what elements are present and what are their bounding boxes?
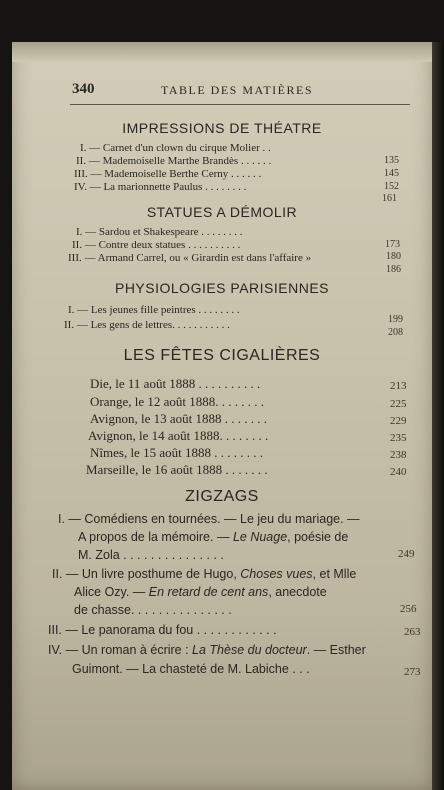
toc-page: 263 (404, 626, 421, 638)
book-page (12, 42, 432, 790)
toc-page: 135 (384, 155, 399, 166)
running-head: TABLE DES MATIÈRES (160, 83, 314, 97)
toc-entry: I. — Sardou et Shakespeare . . . . . . . . (76, 226, 243, 238)
toc-entry: Alice Ozy. — En retard de cent ans, anecdote (74, 585, 327, 599)
toc-entry: Nîmes, le 15 août 1888 . . . . . . . . (90, 445, 263, 460)
toc-entry: IV. — Un roman à écrire : La Thèse du docteur. — Esther (48, 643, 366, 657)
toc-page: 173 (385, 239, 400, 250)
toc-entry: I. — Comédiens en tournées. — Le jeu du mariage. — (58, 512, 360, 526)
toc-page: 273 (404, 666, 421, 678)
toc-entry: Guimont. — La chasteté de M. Labiche . . . (72, 662, 310, 676)
toc-entry: II. — Mademoiselle Marthe Brandès . . . . . . (76, 155, 272, 167)
section-title: STATUES A DÉMOLIR (146, 204, 298, 220)
page-top-edge (12, 42, 432, 62)
toc-entry: de chasse. . . . . . . . . . . . . . . (74, 603, 232, 617)
section-title: PHYSIOLOGIES PARISIENNES (114, 280, 330, 296)
header-rule (70, 104, 410, 105)
toc-entry: IV. — La marionnette Paulus . . . . . . . . (74, 181, 247, 193)
page-number: 340 (72, 81, 95, 97)
toc-entry: Marseille, le 16 août 1888 . . . . . . . (86, 462, 268, 477)
toc-entry: III. — Mademoiselle Berthe Cerny . . . . . . (74, 168, 262, 180)
toc-page: 240 (390, 466, 407, 478)
toc-page: 186 (386, 264, 401, 275)
toc-page: 145 (384, 168, 399, 179)
section-title: ZIGZAGS (185, 488, 259, 505)
toc-page: 249 (398, 548, 415, 560)
toc-entry: Avignon, le 14 août 1888. . . . . . . . (88, 428, 269, 443)
toc-page: 180 (386, 251, 401, 262)
toc-entry: I. — Les jeunes fille peintres . . . . . . . . (68, 304, 240, 316)
toc-entry: II. — Les gens de lettres. . . . . . . . . . . (64, 319, 230, 331)
toc-page: 235 (390, 432, 407, 444)
toc-entry: Die, le 11 août 1888 . . . . . . . . . . (90, 376, 261, 391)
toc-page: 256 (400, 603, 417, 615)
toc-page: 229 (390, 415, 407, 427)
toc-entry: II. — Un livre posthume de Hugo, Choses vues, et Mlle (52, 567, 357, 581)
toc-entry: III. — Armand Carrel, ou « Girardin est dans l'affaire » (68, 252, 312, 264)
toc-entry: II. — Contre deux statues . . . . . . . . . . (72, 239, 241, 251)
toc-page: 199 (388, 314, 403, 325)
toc-entry: A propos de la mémoire. — Le Nuage, poésie de (78, 530, 349, 544)
toc-entry: M. Zola . . . . . . . . . . . . . . . (78, 548, 224, 562)
book-spine (432, 42, 444, 790)
section-title: IMPRESSIONS DE THÉATRE (122, 120, 322, 136)
toc-page: 225 (390, 398, 407, 410)
toc-page: 213 (390, 380, 407, 392)
toc-entry: Avignon, le 13 août 1888 . . . . . . . (90, 411, 268, 426)
section-title: LES FÊTES CIGALIÈRES (123, 347, 321, 364)
toc-entry: Orange, le 12 août 1888. . . . . . . . (90, 394, 265, 409)
toc-entry: III. — Le panorama du fou . . . . . . . . . . . . (48, 623, 277, 637)
toc-page: 161 (382, 193, 397, 204)
toc-entry: I. — Carnet d'un clown du cirque Molier . . (80, 142, 271, 154)
toc-page: 152 (384, 181, 399, 192)
toc-page: 208 (388, 327, 403, 338)
toc-page: 238 (390, 449, 407, 461)
